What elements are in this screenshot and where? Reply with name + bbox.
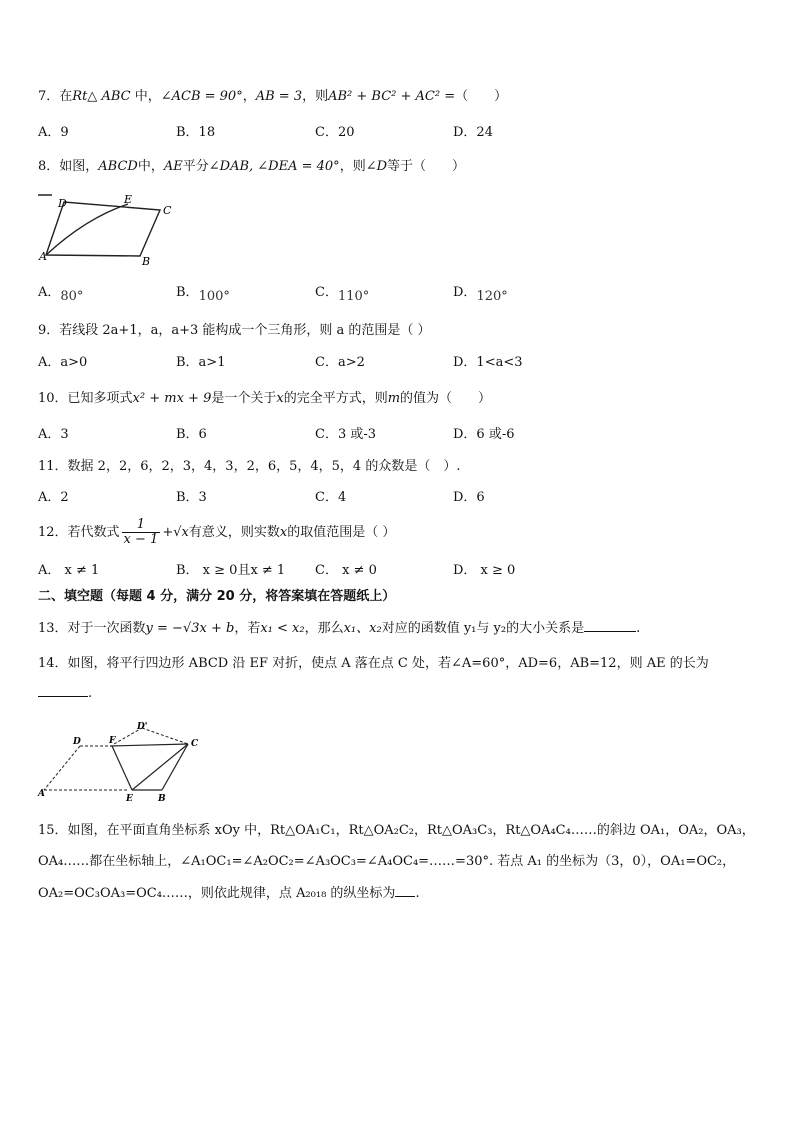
q8-abcd: ABCD [98, 159, 138, 174]
q7-expression: AB² + BC² + AC² = [328, 89, 456, 104]
q13-mid: ，若 [234, 621, 261, 636]
q14-edge-fc [110, 744, 188, 746]
q7-triangle-symbol: △ [87, 89, 98, 104]
q7-comma: ， [242, 89, 256, 104]
q12-plus: + [162, 525, 174, 540]
q8-option-c [315, 284, 369, 302]
q9-option-b: B．a>1 [176, 355, 226, 370]
q10-option-a: A．3 [38, 427, 69, 442]
q10-option-b: B．6 [176, 427, 207, 442]
q13-answer-blank[interactable] [584, 619, 636, 632]
q12-option-c: C． x ≠ 0 [315, 563, 377, 578]
q9-option-a: A．a>0 [38, 355, 88, 370]
q14-edge-d-prime-c [142, 728, 188, 744]
section-2-title: 二、填空题（每题 4 分，满分 20 分，将答案填在答题纸上） [38, 589, 396, 604]
q12-option-a: A． x ≠ 1 [38, 563, 100, 578]
q14-edge-bc [162, 744, 188, 790]
q8-label-c: C [163, 204, 172, 217]
q8-label-d: D [58, 197, 67, 210]
q14-label-f: F [109, 736, 116, 746]
q8-angles: ∠DAB, ∠DEA = 40° [208, 159, 340, 174]
q8-option-a-value: 80° [60, 289, 84, 304]
q10-option-d: D．6 或-6 [453, 427, 515, 442]
q8-segment-ae [46, 204, 128, 255]
q15-end: . [415, 886, 420, 901]
q10-poly: x² + mx + 9 [132, 391, 212, 406]
q12-denominator: x − 1 [123, 532, 159, 547]
q15-line3-text: OA₂=OC₃OA₃=OC₄……，则依此规律，点 A₂₀₁₈ 的纵坐标为 [38, 886, 396, 901]
q7-then: ，则 [302, 89, 329, 104]
q7-option-a: A．9 [38, 125, 69, 140]
question-8 [38, 158, 465, 176]
q8-option-b [176, 284, 230, 302]
q14-edge-fe [112, 746, 132, 790]
question-14: 14．如图，将平行四边形 ABCD 沿 EF 对折，使点 A 落在点 C 处，若∠A=60°，AD=6，AB=12，则 AE 的长为 [38, 656, 709, 671]
q7-abc: ABC [101, 89, 131, 104]
q8-then: ，则 [339, 159, 366, 174]
q8-option-b-value: 100° [198, 289, 230, 304]
q12-tail2: 的取值范围是（ ） [287, 525, 396, 540]
q8-pingfen: 平分 [182, 159, 209, 174]
q9-option-d: D．1<a<3 [453, 355, 523, 370]
q14-figure [36, 720, 216, 806]
question-13 [38, 619, 640, 638]
q12-option-d: D． x ≥ 0 [453, 563, 516, 578]
q14-label-c: C [191, 739, 199, 749]
q13-tail: 对应的函数值 y₁与 y₂的大小关系是 [381, 621, 585, 636]
q13-prefix: 13．对于一次函数 [38, 621, 146, 636]
q8-option-c-letter: C． [315, 285, 338, 300]
q12-fraction [122, 518, 161, 547]
q10-x: x [276, 391, 284, 406]
q10-mid: 是一个关于 [211, 391, 277, 406]
q8-option-d-letter: D． [453, 285, 477, 300]
q14-answer-line [38, 684, 92, 703]
q14-edge-ad [44, 746, 80, 790]
q7-rt: Rt [72, 89, 88, 104]
question-9: 9．若线段 2a+1，a，a+3 能构成一个三角形，则 a 的范围是（ ） [38, 323, 431, 338]
q11-option-b: B．3 [176, 490, 207, 505]
q12-numerator: 1 [122, 518, 161, 533]
q14-label-a: A [38, 789, 45, 799]
question-15-line-3 [38, 884, 420, 903]
q14-label-d: D [73, 737, 81, 747]
q9-option-c: C．a>2 [315, 355, 365, 370]
q8-option-a-letter: A． [38, 285, 61, 300]
q14-label-e: E [126, 794, 133, 804]
q13-end: . [636, 621, 641, 636]
question-15-line-1: 15．如图，在平面直角坐标系 xOy 中，Rt△OA₁C₁，Rt△OA₂C₂，Rt△OA₃C₃，Rt△OA₄C₄……的斜边 OA₁，OA₂，OA₃， [38, 823, 755, 838]
q12-option-b: B． x ≥ 0且x ≠ 1 [176, 563, 286, 578]
q8-angle-d: ∠D [365, 159, 388, 174]
q8-label-a: A [39, 250, 47, 263]
q11-option-a: A．2 [38, 490, 69, 505]
q8-option-a [38, 284, 83, 302]
q8-option-b-letter: B． [176, 285, 199, 300]
q13-function: y = −√3x + b [145, 621, 235, 636]
q8-prefix: 8．如图， [38, 159, 99, 174]
q8-zhong: 中， [137, 159, 164, 174]
q8-option-d [453, 284, 508, 302]
q14-label-d-prime: D' [137, 722, 148, 732]
q7-ab: AB = 3 [255, 89, 303, 104]
q11-option-d: D．6 [453, 490, 485, 505]
q7-paren: （ ） [455, 89, 508, 104]
q12-sqrt: √x [173, 525, 189, 540]
q7-option-c: C．20 [315, 125, 355, 140]
q8-parallelogram [46, 202, 160, 256]
q7-angle: ∠ACB = 90° [160, 89, 243, 104]
q7-mid: 中， [130, 89, 161, 104]
q10-mid2: 的完全平方式，则 [283, 391, 388, 406]
q10-tail: 的值为（ ） [400, 391, 492, 406]
q10-option-c: C．3 或-3 [315, 427, 377, 442]
q12-x: x [279, 525, 288, 540]
q8-label-e: E [124, 193, 133, 206]
q8-ae: AE [163, 159, 183, 174]
q8-tail: 等于（ ） [387, 159, 466, 174]
q7-option-d: D．24 [453, 125, 493, 140]
q13-mid2: ，那么 [304, 621, 344, 636]
q14-label-b: B [158, 794, 166, 804]
q8-label-b: B [142, 255, 151, 268]
q7-option-b: B．18 [176, 125, 216, 140]
q8-option-c-value: 110° [337, 289, 370, 304]
q12-tail: 有意义，则实数 [188, 525, 280, 540]
q8-figure [36, 190, 186, 270]
q10-m: m [387, 391, 401, 406]
q12-prefix: 12．若代数式 [38, 525, 120, 540]
q14-edge-ec [132, 744, 188, 790]
q14-answer-blank[interactable] [38, 684, 88, 697]
question-10 [38, 390, 491, 408]
q11-option-c: C．4 [315, 490, 347, 505]
question-11: 11．数据 2，2，6，2，3，4，3，2，6，5，4，5，4 的众数是（ ）. [38, 459, 461, 474]
question-15-line-2: OA₄……都在坐标轴上，∠A₁OC₁=∠A₂OC₂=∠A₃OC₃=∠A₄OC₄=……=30°. 若点 A₁ 的坐标为（3，0），OA₁=OC₂， [38, 854, 736, 869]
q13-vars: x₁、x₂ [343, 621, 382, 636]
q14-end: . [88, 686, 93, 701]
question-7 [38, 88, 507, 106]
q10-prefix: 10．已知多项式 [38, 391, 133, 406]
q8-option-d-value: 120° [476, 289, 508, 304]
q7-prefix: 7．在 [38, 89, 73, 104]
question-12 [38, 516, 395, 550]
q15-answer-blank[interactable] [395, 884, 415, 897]
q13-condition: x₁ < x₂ [260, 621, 305, 636]
